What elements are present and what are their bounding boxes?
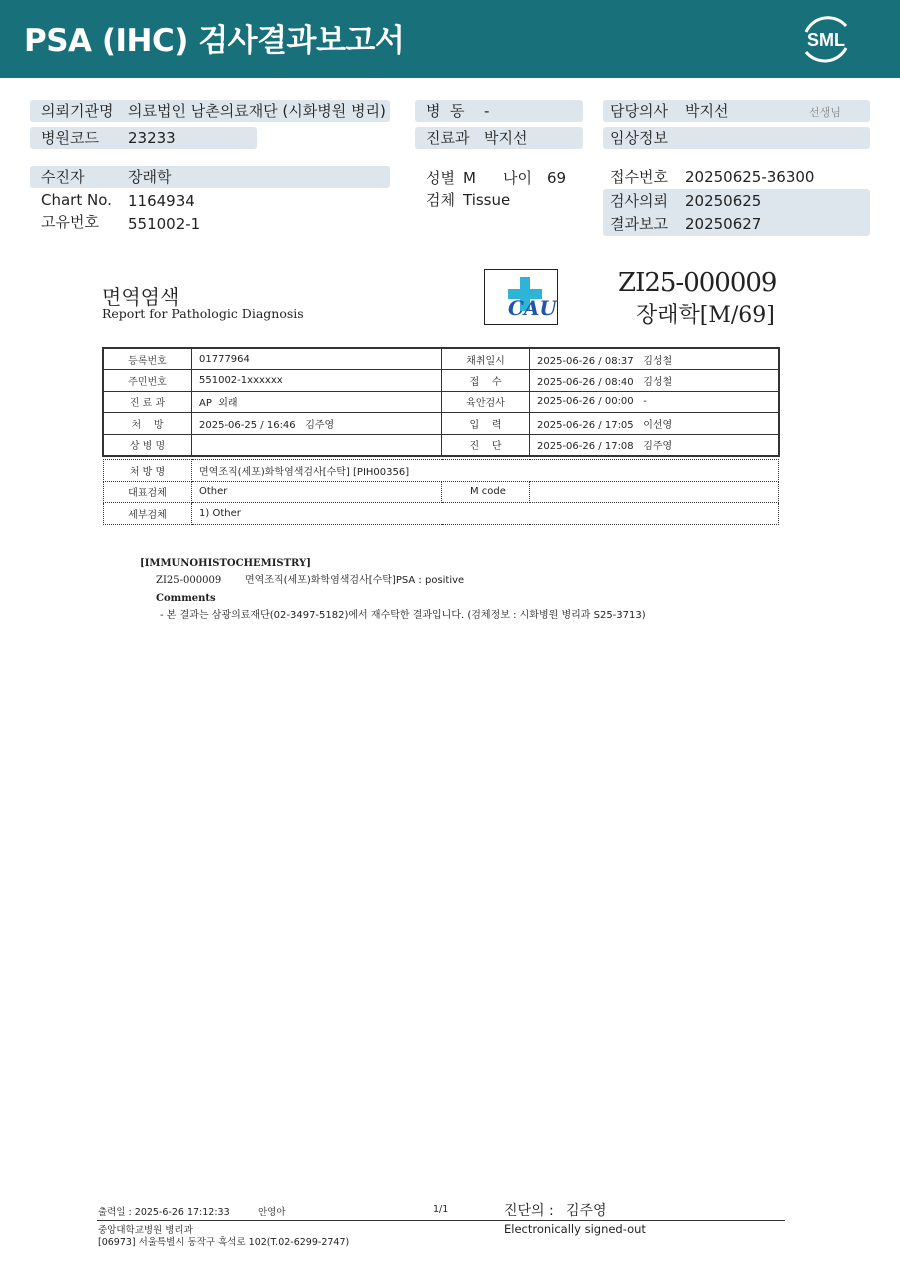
table-row [104,370,779,391]
table-cell-v2: 2025-06-26 / 17:08 김주영 [530,434,779,455]
ihc-case-number: ZI25-000009 [156,575,222,586]
cau-logo-icon [484,269,558,325]
request-date-label: 검사의뢰 [610,192,668,210]
rep-specimen-value: Other [192,481,442,503]
table-cell-v2: 2025-06-26 / 17:05 이선영 [530,413,779,434]
institution-label: 의뢰기관명 [41,102,114,120]
table-row [104,460,779,482]
specimen-value: Tissue [463,191,511,209]
report-title: PSA (IHC) 검사결과보고서 [24,23,405,59]
print-date: 출력일 : 2025-6-26 17:12:33 [98,1207,230,1218]
comment-text: - 본 결과는 삼광의료재단(02-3497-5182)에서 재수탁한 결과입니다. (검체정보 : 시화병원 병리과 S25-3713) [160,610,646,621]
dept-value: 박지선 [484,129,528,147]
detail-specimen-value: 1) Other [192,503,779,525]
specimen-label: 검체 [426,191,455,209]
case-patient: 장래학[M/69] [636,303,775,328]
svg-text:SML: SML [807,30,845,50]
institution-value: 의료법인 남촌의료재단 (시화병원 병리) [128,102,386,120]
table-cell-v1: 01777964 [192,349,442,370]
order-value: 면역조직(세포)화학염색검사[수탁] [PIH00356] [192,460,779,482]
hospital-code-value: 23233 [128,129,176,147]
table-cell-k1: 진 료 과 [104,391,192,412]
report-title-kr: 면역염색 [102,285,180,309]
table-row [104,503,779,525]
pathologist-name: 김주영 [566,1203,607,1219]
table-cell-v1: 2025-06-25 / 16:46 김주영 [192,413,442,434]
patient-label: 수진자 [41,168,85,186]
table-cell-v2: 2025-06-26 / 08:37 김성철 [530,349,779,370]
case-number: ZI25-000009 [618,268,777,298]
ward-value: - [484,102,490,120]
mcode-label: M code [442,481,530,503]
table-cell-k1: 주민번호 [104,370,192,391]
table-cell-v1: AP 외래 [192,391,442,412]
table-cell-k1: 등록번호 [104,349,192,370]
mcode-value [530,481,779,503]
page-number: 1/1 [433,1204,449,1215]
footer-divider [97,1220,785,1221]
order-table [103,459,779,525]
signed-status: Electronically signed-out [504,1222,646,1236]
table-cell-v2: 2025-06-26 / 00:00 - [530,391,779,412]
table-cell-k2: 입 력 [442,413,530,434]
rep-specimen-label: 대표검체 [104,481,192,503]
table-cell-k2: 육안검사 [442,391,530,412]
report-header [0,0,900,78]
table-cell-k2: 진 단 [442,434,530,455]
table-cell-k2: 접 수 [442,370,530,391]
request-date-value: 20250625 [685,192,762,210]
table-cell-v2: 2025-06-26 / 08:40 김성철 [530,370,779,391]
printer-name: 안영아 [258,1207,286,1218]
ward-label: 병 동 [426,102,465,120]
table-row [104,434,779,455]
detail-specimen-label: 세부검체 [104,503,192,525]
pathologist-label: 진단의 : [504,1203,554,1219]
svg-text:CAU: CAU [508,296,557,320]
table-row [104,481,779,503]
table-cell-k1: 상 병 명 [104,434,192,455]
clinical-label: 임상정보 [610,129,668,147]
age-value: 69 [547,169,567,187]
order-label: 처 방 명 [104,460,192,482]
table-row [104,391,779,412]
ihc-heading: [IMMUNOHISTOCHEMISTRY] [140,558,311,569]
comments-label: Comments [156,593,216,604]
chart-label: Chart No. [41,191,112,209]
hospital-code-label: 병원코드 [41,129,99,147]
age-label: 나이 [503,169,532,187]
table-cell-k1: 처 방 [104,413,192,434]
sml-logo-icon [796,12,856,66]
table-cell-v1 [192,434,442,455]
report-info-table [103,348,779,456]
doctor-label: 담당의사 [610,102,668,120]
report-date-label: 결과보고 [610,215,668,233]
sex-label: 성별 [426,169,455,187]
unique-value: 551002-1 [128,215,201,233]
chart-value: 1164934 [128,192,195,210]
unique-label: 고유번호 [41,213,99,231]
ihc-result: 면역조직(세포)화학염색검사[수탁]PSA : positive [245,575,465,586]
table-cell-v1: 551002-1xxxxxx [192,370,442,391]
report-date-value: 20250627 [685,215,762,233]
doctor-suffix: 선생님 [809,106,841,119]
hospital-address: [06973] 서울특별시 동작구 흑석로 102(T.02-6299-2747) [98,1237,350,1248]
receipt-label: 접수번호 [610,168,668,186]
doctor-value: 박지선 [685,102,729,120]
patient-value: 장래학 [128,168,172,186]
receipt-value: 20250625-36300 [685,168,815,186]
sex-value: M [463,169,476,187]
dept-label: 진료과 [426,129,470,147]
report-title-en: Report for Pathologic Diagnosis [102,306,304,321]
table-row [104,413,779,434]
table-cell-k2: 채취일시 [442,349,530,370]
table-row [104,349,779,370]
hospital-name: 중앙대학교병원 병리과 [98,1225,193,1236]
